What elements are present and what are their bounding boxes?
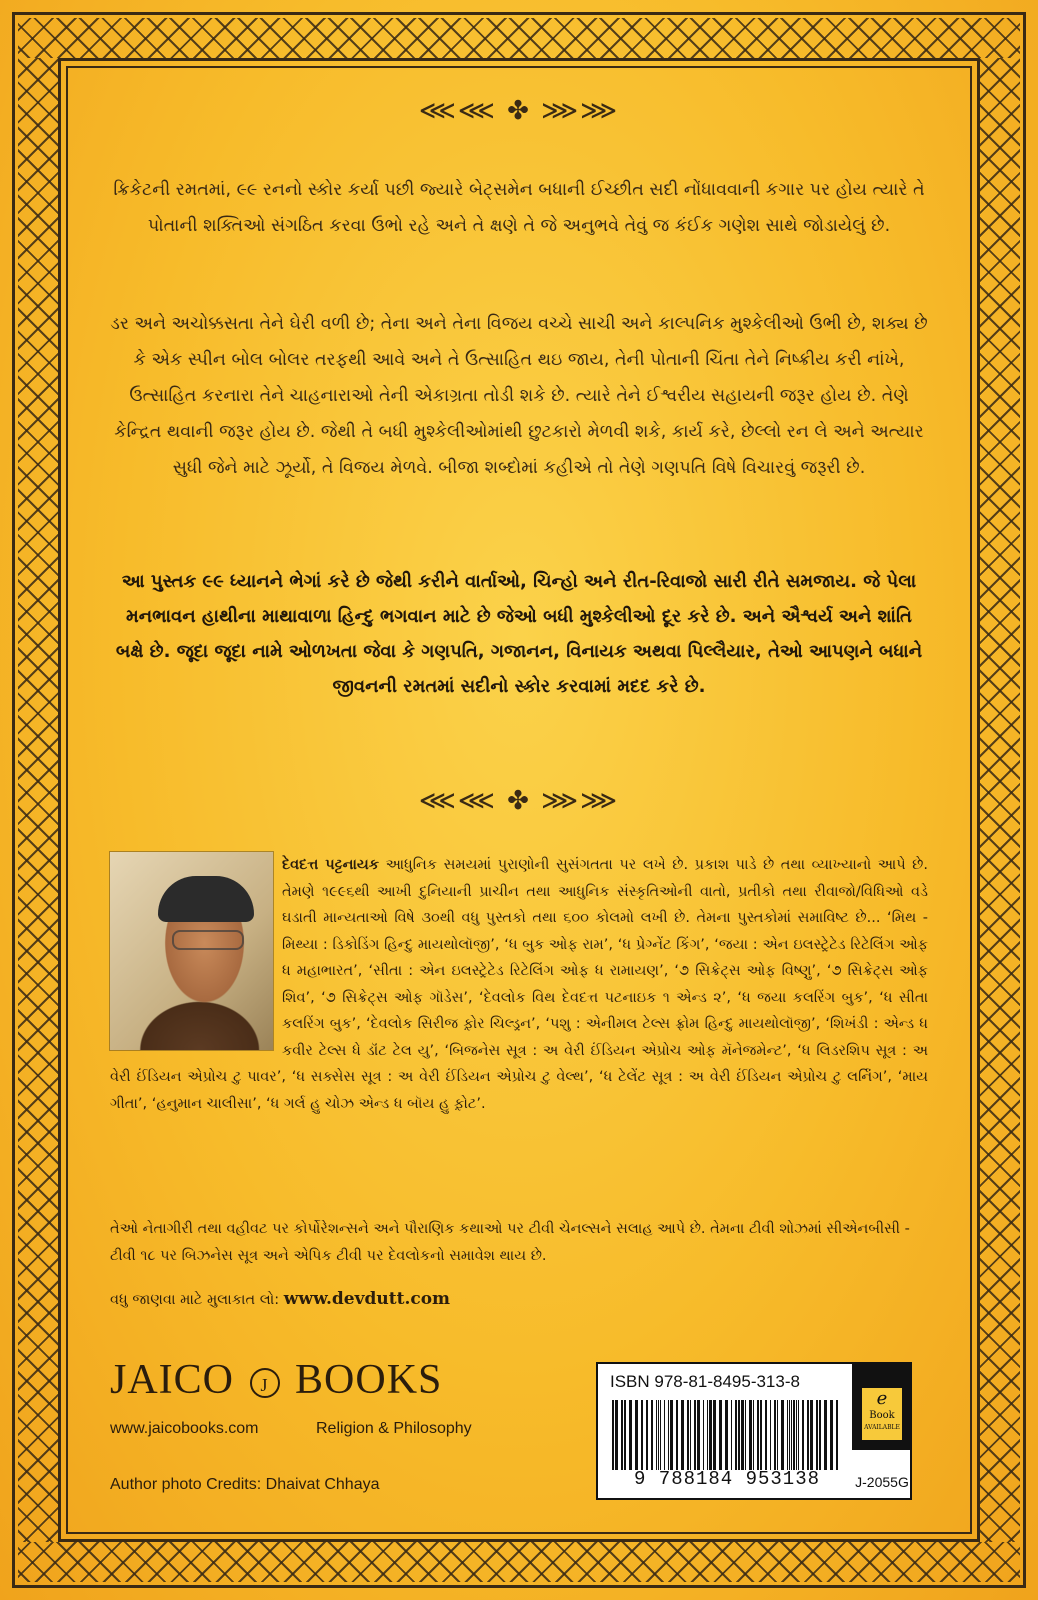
book-category: Religion & Philosophy (316, 1420, 472, 1437)
ebook-e: e (876, 1388, 888, 1409)
publisher-seal-icon: J (250, 1368, 280, 1398)
intro-paragraph-1: ક્રિકેટની રમતમાં, ૯૯ રનનો સ્કોર કર્યા પછી જ્યારે બેટ્સમેન બધાની ઈચ્છીત સદી નોંધાવવાની કગાર પર હોય ત્યારે તે પોતાની શક્તિઓ સંગઠિત કરવા ઉભો રહે અને તે ક્ષણે તે જે અનુભવે તેવું જ કંઈક ગણેશ સાથે જોડાયેલું છે. (113, 180, 925, 236)
ebook-icon (862, 1388, 902, 1440)
author-name: દેવદત્ત પટ્ટનાયક (282, 857, 380, 873)
ebook-available-badge (852, 1364, 912, 1450)
publisher-name-left: JAICO (110, 1357, 235, 1403)
isbn-label: ISBN 978-81-8495-313-8 (610, 1372, 800, 1391)
ebook-book: Book (869, 1410, 895, 1421)
intro-paragraph-3-bold: આ પુસ્તક ૯૯ ધ્યાનને ભેગાં કરે છે જેથી કરીને વાર્તાઓ, ચિન્હો અને રીત-રિવાજો સારી રીતે સમજાય. જે પેલા મનભાવન હાથીના માથાવાળા હિન્દુ ભગવાન માટે છે જેઓ બધી મુશ્કેલીઓ દૂર કરે છે. અને ઐશ્વર્ય અને શાંતિ બક્ષે છે. જૂદા જૂદા નામે ઓળખતા જેવા કે ગણપતિ, ગજાનન, વિનાયક અથવા પિલ્લૈયાર, તેઓ આપણને બધાને જીવનની રમતમાં સદીનો સ્કોર કરવામાં મદદ કરે છે. (115, 571, 923, 697)
visit-label: વધુ જાણવા માટે મુલાકાત લો: (110, 1292, 284, 1308)
author-website-link[interactable]: www.devdutt.com (283, 1289, 451, 1309)
publisher-logo (110, 1356, 442, 1404)
ebook-available: AVAILABLE (864, 1424, 900, 1431)
barcode-bars (610, 1400, 844, 1470)
author-visit (110, 1286, 928, 1314)
photo-credit: Author photo Credits: Dhaivat Chhaya (110, 1476, 380, 1493)
barcode-number: 9 788184 953138 (633, 1468, 821, 1490)
author-advisory: તેઓ નેતાગીરી તથા વહીવટ પર કોર્પોરેશન્સને અને પૌરાણિક કથાઓ પર ટીવી ચેનલ્સને સલાહ આપે છે. તેમના ટીવી શોઝમાં સીએનબીસી - ટીવી ૧૮ પર બિઝનેસ સૂત્ર અને એપિક ટીવી પર દેવલોકનો સમાવેશ થાય છે. (110, 1221, 910, 1264)
barcode-panel (596, 1362, 912, 1500)
intro-paragraph-2: ડર અને અચોક્કસતા તેને ઘેરી વળી છે; તેના અને તેના વિજય વચ્ચે સાચી અને કાલ્પનિક મુશ્કેલીઓ ઉભી છે, શક્ય છે કે એક સ્પીન બોલ બોલર તરફથી આવે અને તે ઉત્સાહિત થઇ જાય, તેની પોતાની ચિંતા તેને નિષ્ક્રીય કરી નાંખે, ઉત્સાહિત કરનારા તેને ચાહનારાઓ તેની એકાગ્રતા તોડી શકે છે. ત્યારે તેને ઈશ્વરીય સહાયની જરૂર હોય છે. તેણે કેન્દ્રિત થવાની જરૂર હોય છે. જેથી તે બધી મુશ્કેલીઓમાંથી છુટકારો મેળવી શકે, કાર્ય કરે, છેલ્લો રન લે અને અત્યાર સુધી જેને માટે ઝૂર્યો, તે વિજય મેળવે. બીજા શબ્દોમાં કહીએ તો તેણે ગણપતિ વિષે વિચારવું જરૂરી છે. (110, 314, 928, 478)
author-bio (110, 852, 928, 1117)
publisher-name-right: BOOKS (295, 1357, 443, 1403)
ornament-divider-middle: ⋘⋘ ✤ ⋙⋙ (418, 786, 620, 816)
publisher-website[interactable]: www.jaicobooks.com (110, 1420, 259, 1437)
author-bio-text: આધુનિક સમયમાં પુરાણોની સુસંગતતા પર લખે છે. પ્રકાશ પાડે છે તથા વ્યાખ્યાનો આપે છે. તેમણે ૧૯૯૬થી આખી દુનિયાની પ્રાચીન તથા આધુનિક સંસ્કૃતિઓની વાતો, પ્રતીકો તથા રીવાજો/વિધિઓ વડે ઘડાતી માન્યતાઓ વિષે ૩૦થી વધુ પુસ્તકો તથા ૬૦૦ કોલમો લખી છે. તેમના પુસ્તકોમાં સમાવિષ્ટ છે... ‘મિથ - મિથ્યા : ડિકોડિંગ હિન્દુ માયથોલૉજી’, ‘ધ બુક ઓફ રામ’, ‘ધ પ્રેગ્નેંટ કિંગ’, ‘જયા : એન ઇલસ્ટ્રેટેડ રિટેલિંગ ઓફ ધ મહાભારત’, ‘સીતા : એન ઇલસ્ટ્રેટેડ રિટેલિંગ ઓફ ધ રામાયણ’, ‘૭ સિક્રેટ્સ ઓફ વિષ્ણુ’, ‘૭ સિક્રેટ્સ ઓફ શિવ’, ‘૭ સિક્રેટ્સ ઓફ ગૉડેસ’, ‘દેવલોક વિથ દેવદત્ત પટનાઇક ૧ એન્ડ ૨’, ‘ધ જયા કલરિંગ બુક’, ‘ધ સીતા કલરિંગ બુક’, ‘દેવલોક સિરીજ ફ઼ોર ચિલ્ડ્રન’, ‘પશુ : એનીમલ ટેલ્સ ફ્રોમ હિન્દુ માયથોલૉજી’, ‘શિખંડી : એન્ડ ધ કવીર ટેલ્સ ધે ડૉંટ ટેલ યુ’, ‘બિજનેસ સૂત્ર : અ વેરી ઈંડિયન એપ્રોચ ઓફ મૅનેજમેન્ટ’, ‘ધ લિડરશિપ સૂત્ર : અ વેરી ઈંડિયન એપ્રોચ ટુ પાવર’, ‘ધ સક્સેસ સૂત્ર : અ વેરી ઈંડિયન એપ્રોચ ટુ વેલ્થ’, ‘ધ ટેલેંટ સૂત્ર : અ વેરી ઈંડિયન એપ્રોચ ટુ લર્નિંગ’, ‘માય ગીતા’, ‘હનુમાન ચાલીસા’, ‘ધ ગર્લ હુ ચોઝ એન્ડ ધ બૉય હુ ફ઼ોટ’. (110, 857, 928, 1112)
ornament-divider-top: ⋘⋘ ✤ ⋙⋙ (418, 96, 620, 126)
product-code: J-2055G (855, 1474, 909, 1490)
photo-spacer (110, 852, 282, 1058)
